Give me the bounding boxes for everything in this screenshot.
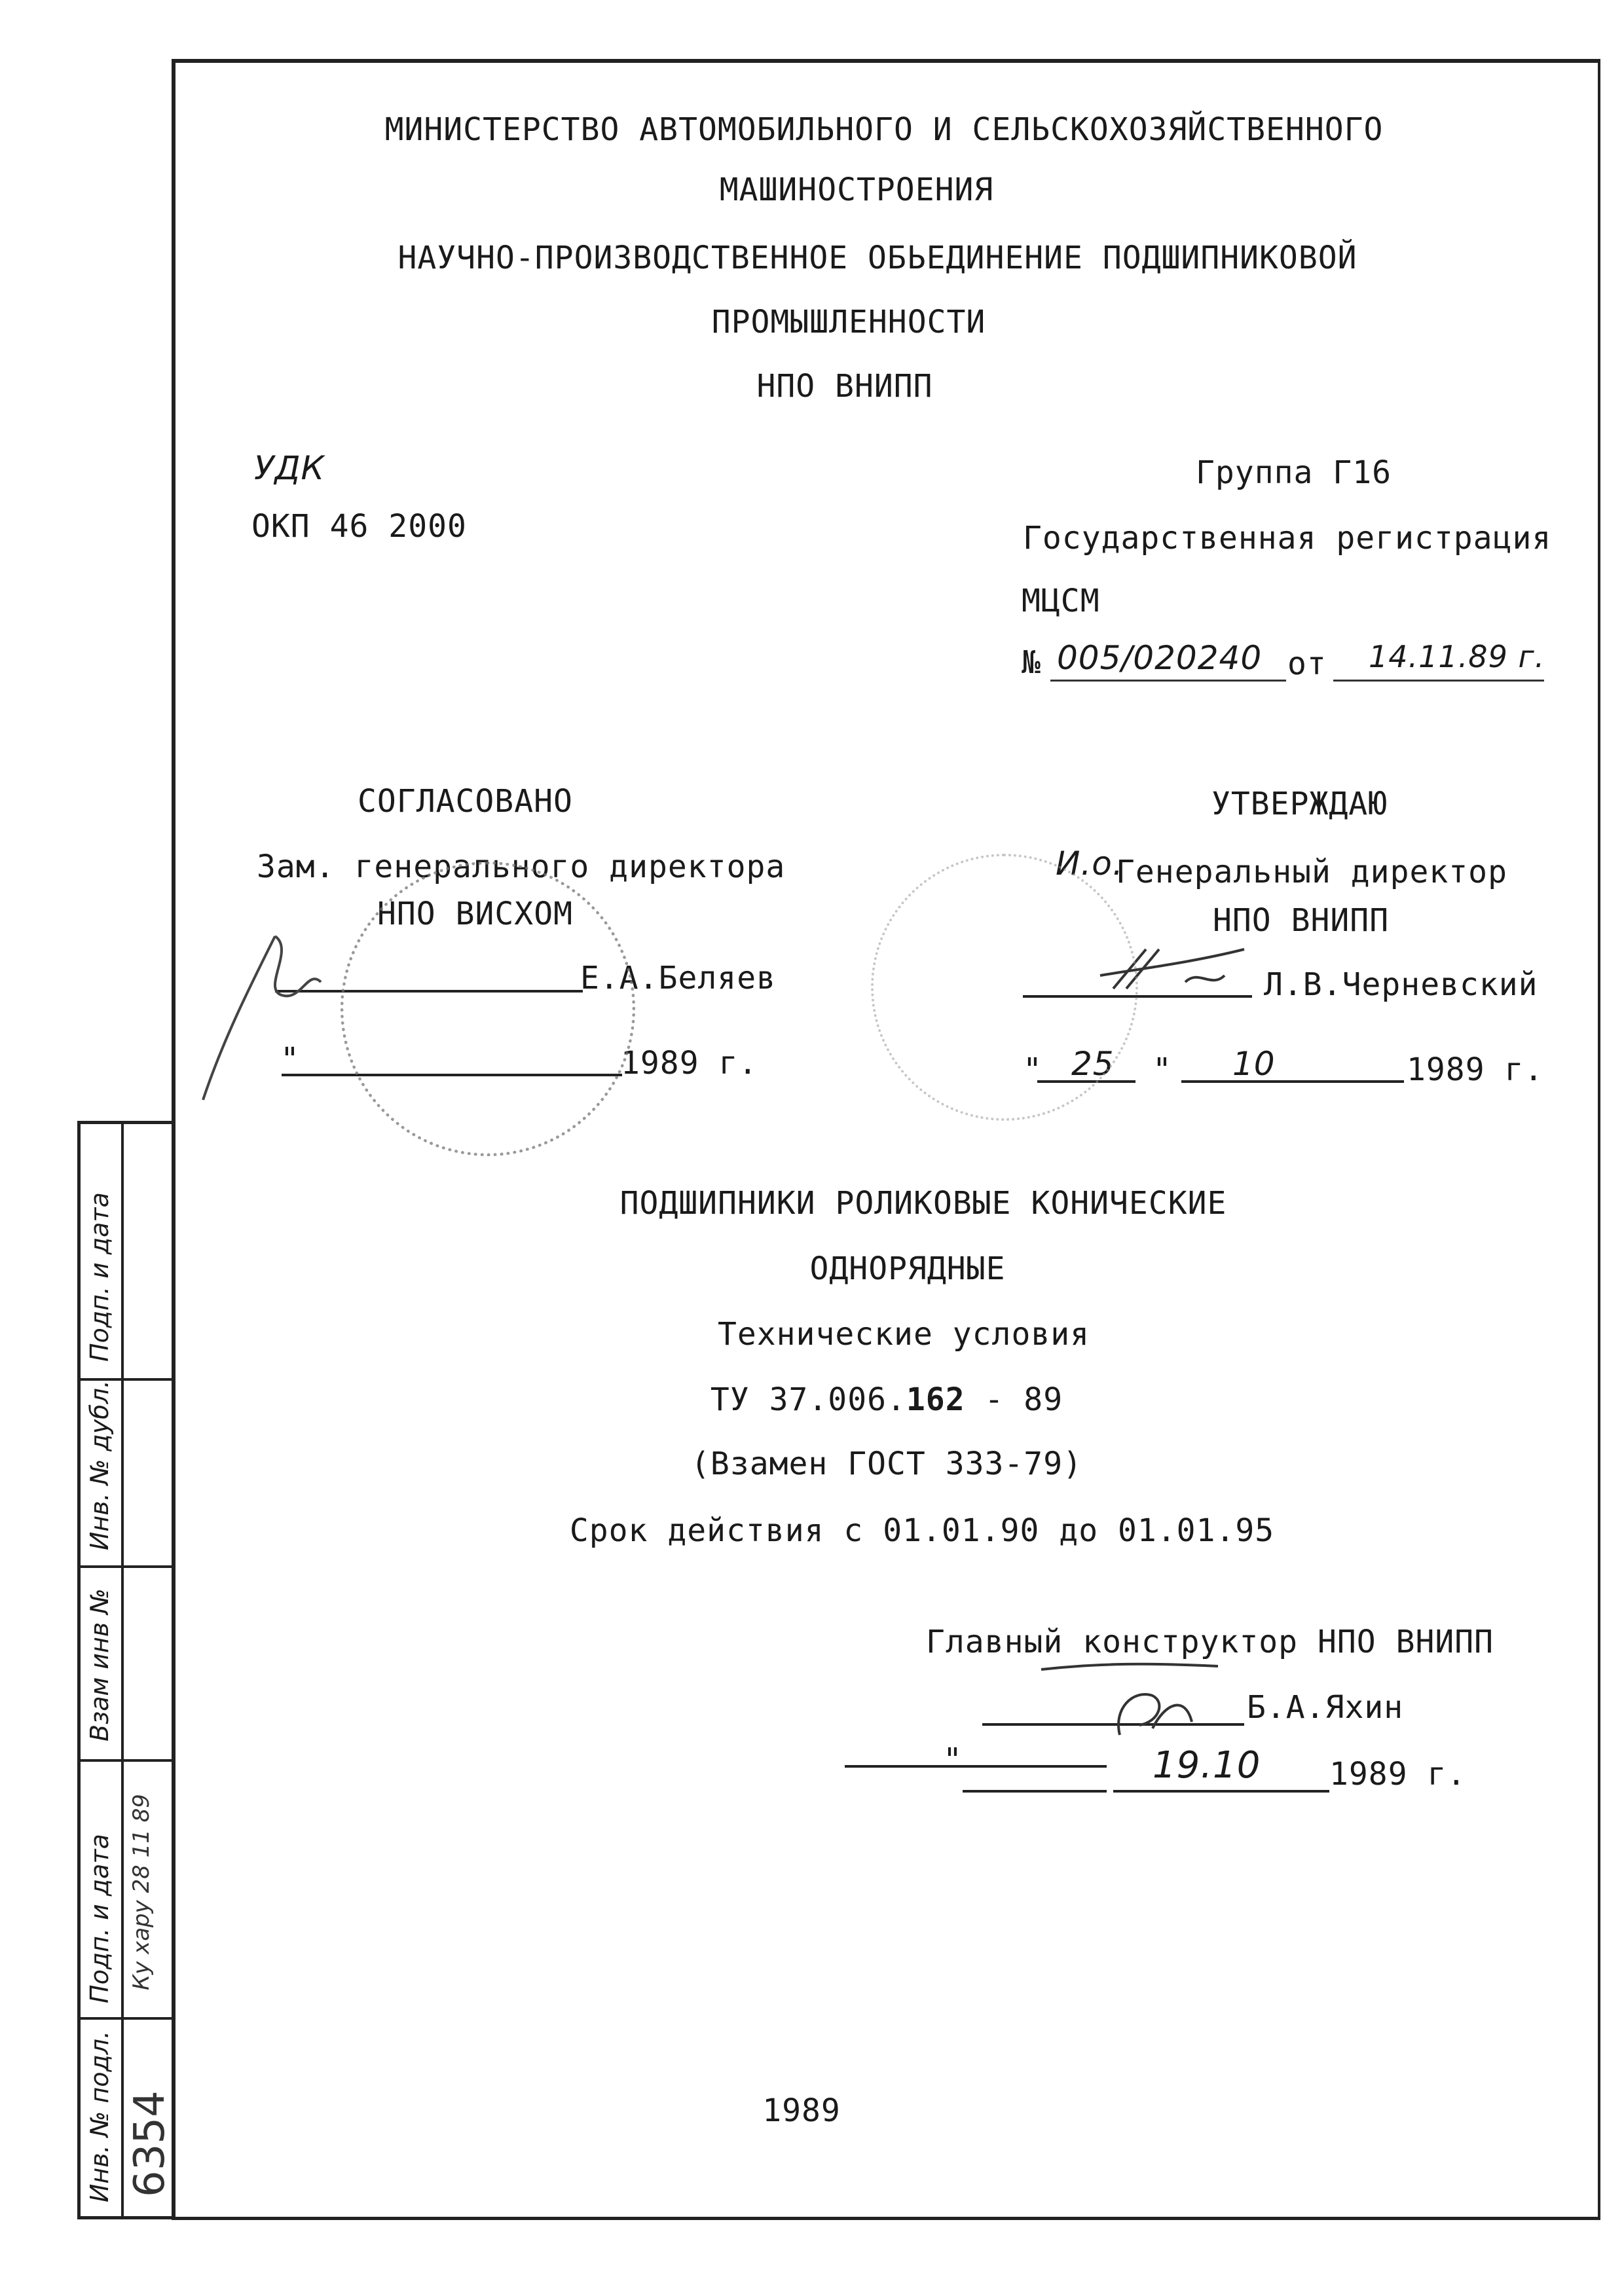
registration-date-underline — [1333, 680, 1544, 682]
registration-line-2: МЦСМ — [1022, 583, 1100, 619]
approve-month: 10 — [1232, 1045, 1276, 1083]
approve-day: 25 — [1071, 1045, 1115, 1083]
header-line-5: НПО ВНИПП — [756, 368, 933, 405]
title-line-2: ОДНОРЯДНЫЕ — [809, 1250, 1006, 1287]
chief-date-handwritten: 19.10 — [1153, 1744, 1261, 1787]
header-line-3: НАУЧНО-ПРОИЗВОДСТВЕННОЕ ОБЬЕДИНЕНИЕ ПОДШИПНИКОВОЙ — [397, 240, 1357, 276]
sidebar-row-divider — [81, 1565, 175, 1568]
agreed-year: 1989 г. — [621, 1045, 758, 1082]
registration-date: 14.11.89 г. — [1369, 639, 1545, 674]
footer-year: 1989 — [762, 2092, 841, 2129]
agreed-date-quote: " — [280, 1041, 300, 1078]
sidebar-handwritten-date: Ку хару 28 11 89 — [128, 1794, 155, 1990]
approve-year: 1989 г. — [1407, 1051, 1544, 1088]
chief-signature — [1022, 1650, 1283, 1748]
tu-suffix: - 89 — [965, 1381, 1063, 1418]
sidebar-label-1: Подп. и дата — [85, 1192, 114, 1362]
sidebar-label-2: Инв. № дубл. — [85, 1380, 114, 1550]
agreed-title: СОГЛАСОВАНО — [358, 783, 573, 820]
agreed-position: Зам. генерального директора — [257, 848, 786, 885]
approve-prefix-handwritten: И.о. — [1056, 845, 1124, 883]
sidebar-column-divider — [121, 1124, 124, 2216]
registration-number-underline — [1050, 680, 1286, 682]
agreed-name: Е.А.Беляев — [580, 960, 776, 996]
title-line-3: Технические условия — [717, 1316, 1090, 1353]
chief-position: Главный конструктор НПО ВНИПП — [926, 1624, 1494, 1660]
round-stamp-right — [871, 854, 1138, 1121]
udk-label: УДК — [254, 449, 325, 487]
header-line-1: МИНИСТЕРСТВО АВТОМОБИЛЬНОГО И СЕЛЬСКОХОЗЯЙСТВЕННОГО — [384, 111, 1384, 148]
title-line-5: (Взамен ГОСТ 333-79) — [691, 1446, 1082, 1482]
sidebar-label-5: Инв. № подл. — [85, 2030, 114, 2202]
chief-year: 1989 г. — [1329, 1756, 1467, 1793]
agreed-signature — [196, 910, 327, 1106]
header-line-4: ПРОМЫШЛЕННОСТИ — [711, 304, 986, 340]
chief-date-quote: " — [943, 1741, 963, 1778]
tu-number — [710, 1381, 1063, 1418]
chief-month-line — [1113, 1790, 1329, 1793]
tu-number-bold: 162 — [906, 1381, 965, 1418]
approve-quote-open: " — [1023, 1051, 1043, 1088]
group-label: Группа Г16 — [1196, 454, 1392, 491]
approve-name: Л.В.Черневский — [1264, 966, 1538, 1003]
title-line-1: ПОДШИПНИКИ РОЛИКОВЫЕ КОНИЧЕСКИЕ — [619, 1185, 1227, 1222]
registration-line-1: Государственная регистрация — [1023, 520, 1552, 556]
tu-prefix: ТУ 37.006. — [710, 1381, 906, 1418]
registration-number-prefix: № — [1022, 644, 1041, 681]
sidebar-row-divider — [81, 2017, 175, 2020]
agreed-org: НПО ВИСХОМ — [377, 896, 573, 932]
title-line-6: Срок действия с 01.01.90 до 01.01.95 — [569, 1512, 1275, 1549]
header-line-2: МАШИНОСТРОЕНИЯ — [719, 172, 994, 208]
approve-title: УТВЕРЖДАЮ — [1211, 786, 1388, 822]
registration-from-label: от — [1287, 646, 1327, 682]
sidebar-inventory-number: 6354 — [126, 2090, 174, 2197]
okp-code: ОКП 46 2000 — [251, 508, 467, 545]
chief-day-line — [963, 1790, 1107, 1793]
sidebar-label-3: Взам инв № — [85, 1588, 114, 1741]
registration-number: 005/020240 — [1057, 639, 1263, 677]
chief-name: Б.А.Яхин — [1247, 1689, 1404, 1726]
sidebar-row-divider — [81, 1759, 175, 1762]
sidebar-label-4: Подп. и дата — [85, 1834, 114, 2003]
approve-position: Генеральный директор — [1116, 854, 1507, 890]
round-stamp-left — [341, 862, 635, 1156]
chief-date-dash — [845, 1765, 1107, 1768]
approve-org: НПО ВНИПП — [1213, 902, 1390, 939]
approve-month-line — [1181, 1080, 1404, 1083]
approve-quote-close: " — [1153, 1051, 1172, 1088]
